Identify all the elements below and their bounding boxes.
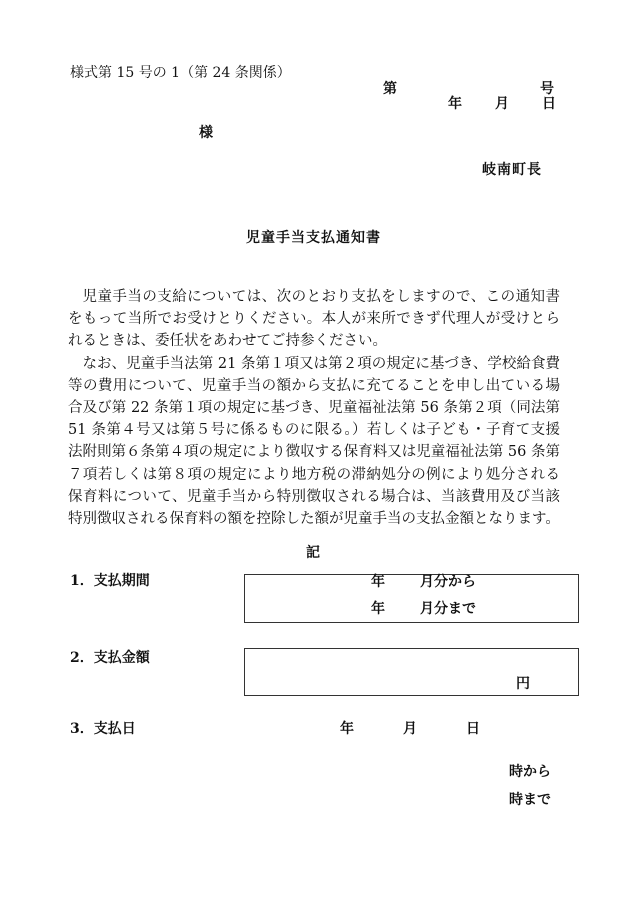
issue-date-day: 日 bbox=[542, 96, 556, 112]
period-from-year: 年 bbox=[371, 574, 385, 590]
body-paragraph-2: なお、児童手当法第 21 条第１項又は第２項の規定に基づき、学校給食費等の費用について、児童手当の額から支払に充てることを申し出ている場合及び第 22 条第１項の規定に基づき、児童福祉法第 56 条第２項（同法第 51 条第４号又は第５号に係るものに限る。）若しくは子ども・子育て支援法附則第６条第４項の規定により徴収する保育料又は児童福祉法第 56 条第７項若しくは第８項の規定により地方税の滞納処分の例により処分される保育料について、児童手当から特別徴収される場合は、当該費用及び当該特別徴収される保育料の額を控除した額が児童手当の支払金額となります。 bbox=[68, 355, 560, 528]
document-number-prefix: 第 bbox=[383, 81, 397, 97]
issue-date-month: 月 bbox=[495, 96, 509, 112]
sender-name: 岐南町長 bbox=[482, 162, 542, 178]
payment-date-month: 月 bbox=[403, 721, 417, 737]
recipient-suffix: 様 bbox=[199, 125, 213, 141]
payment-time-to: 時まで bbox=[509, 792, 551, 808]
payment-date-label: 3．支払日 bbox=[70, 721, 136, 737]
period-to-year: 年 bbox=[371, 601, 385, 617]
payment-date-year: 年 bbox=[340, 721, 354, 737]
payment-period-label: 1．支払期間 bbox=[70, 573, 150, 589]
body-text bbox=[68, 286, 560, 530]
document-number-suffix: 号 bbox=[540, 81, 554, 97]
payment-period-box bbox=[244, 574, 579, 623]
payment-date-day: 日 bbox=[466, 721, 480, 737]
form-number: 様式第 15 号の 1（第 24 条関係） bbox=[70, 65, 291, 81]
period-to-month: 月分まで bbox=[420, 601, 476, 617]
amount-unit: 円 bbox=[516, 676, 530, 692]
issue-date-year: 年 bbox=[448, 96, 462, 112]
document-title: 児童手当支払通知書 bbox=[246, 230, 381, 246]
payment-amount-box bbox=[244, 648, 579, 696]
payment-time-from: 時から bbox=[509, 764, 551, 780]
ki-heading: 記 bbox=[306, 545, 320, 561]
payment-amount-label: 2．支払金額 bbox=[70, 650, 150, 666]
issue-date bbox=[448, 97, 556, 111]
body-paragraph-1: 児童手当の支給については、次のとおり支払をしますので、この通知書をもって当所でお受けとりください。本人が来所できず代理人が受けとられるときは、委任状をあわせてご持参ください。 bbox=[68, 289, 560, 350]
period-from-month: 月分から bbox=[420, 574, 476, 590]
